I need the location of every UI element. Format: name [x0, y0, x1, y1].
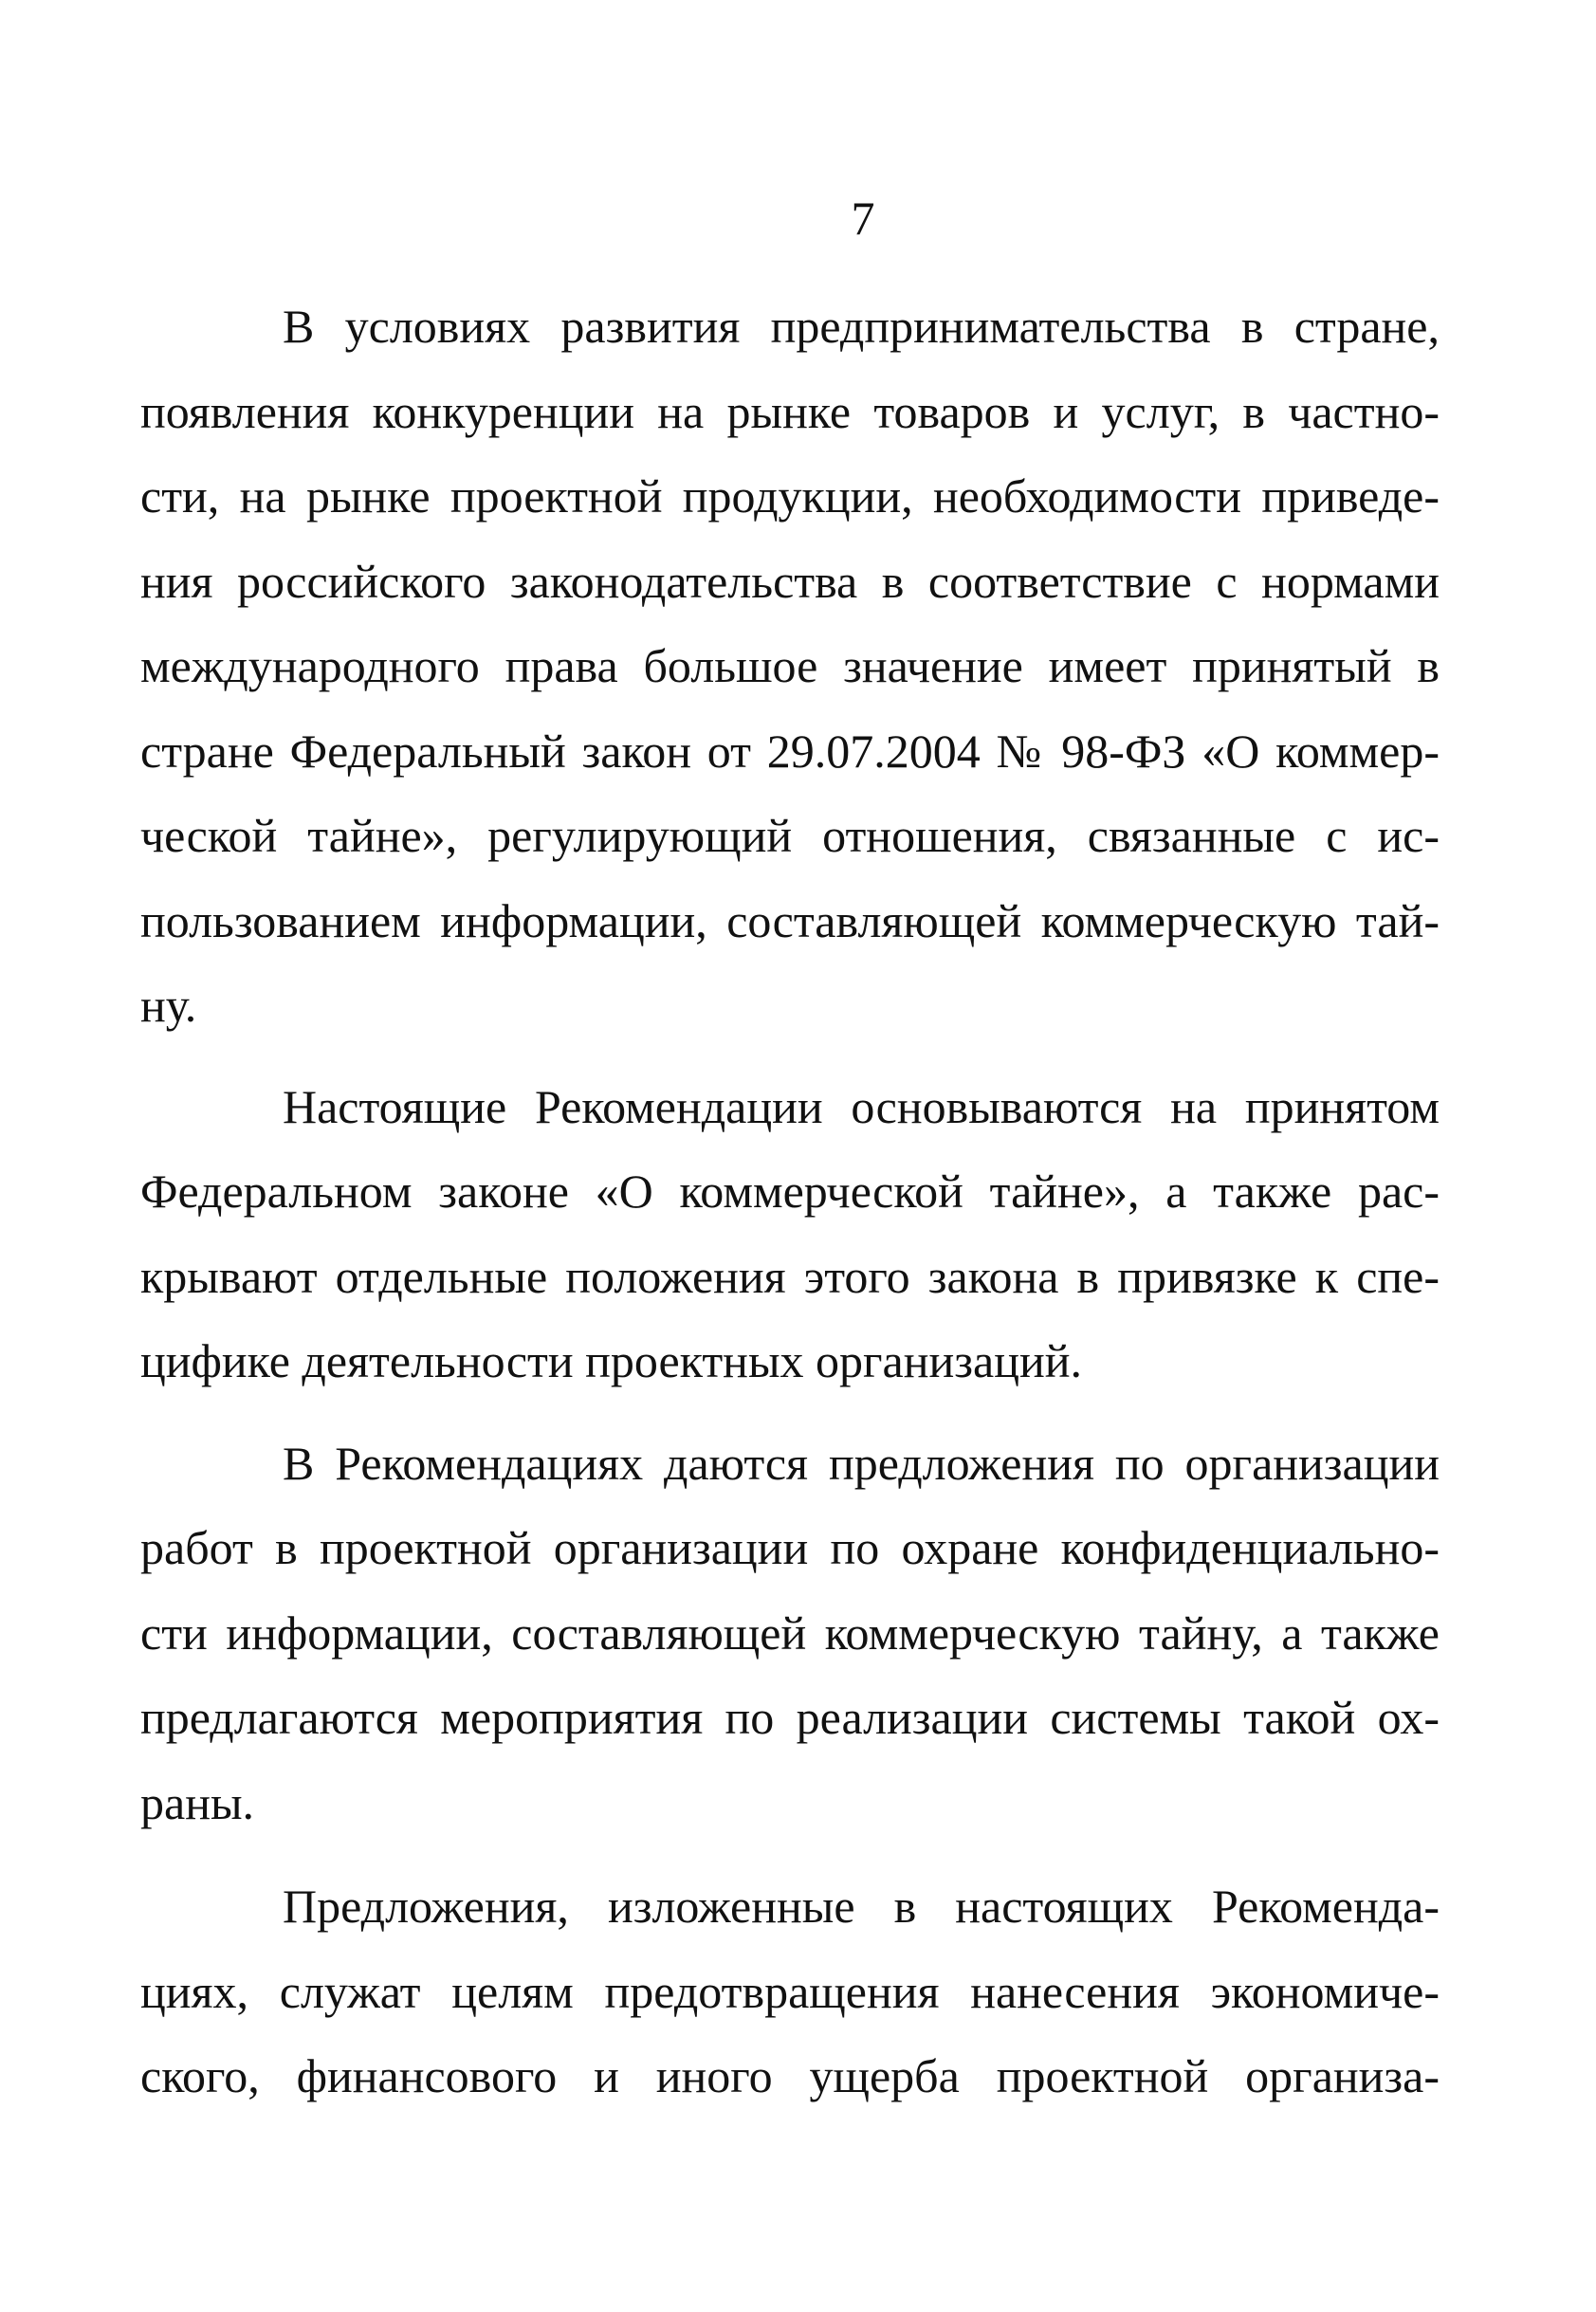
- text-line: пользованием информации, составляющей коммерческую тай-: [140, 893, 1440, 947]
- text-line: ческой тайне», регулирующий отношения, связанные с ис-: [140, 809, 1440, 862]
- text-line: сти информации, составляющей коммерческую тайну, а также: [140, 1606, 1440, 1660]
- text-line: ну.: [140, 979, 197, 1032]
- text-line: раны.: [140, 1775, 255, 1829]
- text-line: В условиях развития предпринимательства в стране,: [283, 300, 1440, 353]
- text-line: крывают отдельные положения этого закона в привязке к спе-: [140, 1249, 1440, 1303]
- text-line: Предложения, изложенные в настоящих Рекоменда-: [283, 1880, 1440, 1933]
- paragraph-1: [140, 284, 1440, 1049]
- text-line: Настоящие Рекомендации основываются на принятом: [283, 1079, 1440, 1133]
- page-number: 7: [851, 192, 875, 245]
- text-line: сти, на рынке проектной продукции, необходимости приведе-: [140, 469, 1440, 523]
- paragraph-2: [140, 1065, 1440, 1404]
- text-line: ского, финансового и иного ущерба проектной организа-: [140, 2049, 1440, 2102]
- text-line: международного права большое значение имеет принятый в: [140, 639, 1440, 692]
- paragraph-4: [140, 1864, 1440, 2119]
- text-line: Федеральном законе «О коммерческой тайне», а также рас-: [140, 1165, 1440, 1218]
- text-line: стране Федеральный закон от 29.07.2004 № 98-ФЗ «О коммер-: [140, 724, 1440, 778]
- text-line: циях, служат целям предотвращения нанесения экономиче-: [140, 1964, 1440, 2018]
- text-line: работ в проектной организации по охране конфиденциально-: [140, 1521, 1440, 1574]
- text-line: появления конкуренции на рынке товаров и услуг, в частно-: [140, 384, 1440, 438]
- paragraph-3: [140, 1422, 1440, 1846]
- body-text: [140, 284, 1440, 2119]
- text-line: ния российского законодательства в соответствие с нормами: [140, 554, 1440, 608]
- text-line: предлагаются мероприятия по реализации системы такой ох-: [140, 1691, 1440, 1744]
- text-line: В Рекомендациях даются предложения по организации: [283, 1436, 1440, 1490]
- text-line: цифике деятельности проектных организаций.: [140, 1334, 1082, 1387]
